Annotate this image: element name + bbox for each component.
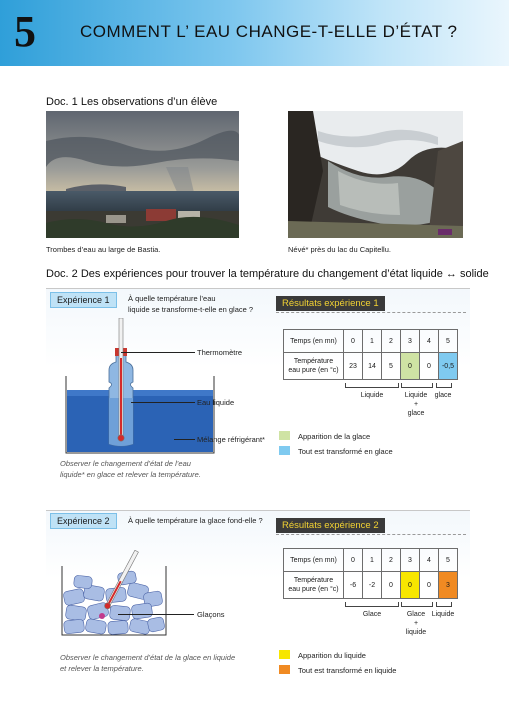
time-cell: 1 xyxy=(363,549,382,572)
results-2-temp-row xyxy=(284,572,458,599)
phase-bracket-ice xyxy=(345,602,399,607)
temperature-cell: 0 xyxy=(382,572,401,599)
phase-liquid-ice-line2: + xyxy=(413,401,419,408)
temperature-header-line1: Température xyxy=(293,577,334,584)
experiment-2-illustration xyxy=(58,550,170,636)
experiment-2-instructions-line2: et relever la température. xyxy=(60,664,144,673)
phase-liquid-ice-line1: Liquide xyxy=(404,392,428,399)
results-1-table xyxy=(283,329,458,380)
experiment-1-question xyxy=(128,293,253,315)
caption-bastia: Trombes d’eau au large de Bastia. xyxy=(46,245,161,254)
experiment-2-instructions-line1: Observer le changement d’état de la glace en liquide xyxy=(60,653,236,662)
results-1-time-row xyxy=(284,330,458,353)
phase-bracket-ice xyxy=(436,383,452,388)
temperature-cell: 0 xyxy=(420,572,439,599)
time-cell: 0 xyxy=(344,330,363,353)
water-label: Eau liquide xyxy=(197,398,235,407)
results-2-table xyxy=(283,548,458,599)
chapter-number: 5 xyxy=(14,7,36,56)
legend-liquid-appears: Apparition du liquide xyxy=(298,651,366,660)
temperature-cell: 0 xyxy=(420,353,439,380)
time-cell: 2 xyxy=(382,549,401,572)
time-header: Temps (en mn) xyxy=(284,549,344,572)
temperature-header xyxy=(284,353,344,380)
chapter-title: COMMENT L’ EAU CHANGE-T-ELLE D’ÉTAT ? xyxy=(80,22,458,41)
time-cell: 5 xyxy=(439,549,458,572)
temperature-cell: -2 xyxy=(363,572,382,599)
temperature-header xyxy=(284,572,344,599)
phase-ice: Glace xyxy=(362,611,382,618)
time-cell: 0 xyxy=(344,549,363,572)
temperature-cell: 23 xyxy=(344,353,363,380)
water-pointer xyxy=(131,402,195,403)
phase-bracket-liquid xyxy=(345,383,399,388)
experiment-1-question-line1: À quelle température l’eau xyxy=(128,294,216,303)
temperature-cell-liquid-appears: 0 xyxy=(401,572,420,599)
time-cell: 3 xyxy=(401,549,420,572)
experiment-1-instructions-line1: Observer le changement d’état de l’eau xyxy=(60,459,191,468)
photo-bastia xyxy=(46,111,239,238)
results-2-time-row xyxy=(284,549,458,572)
legend-all-liquid: Tout est transformé en liquide xyxy=(298,666,397,675)
temperature-cell-all-ice: -0,5 xyxy=(439,353,458,380)
experiment-1-question-line2: liquide se transforme-t-elle en glace ? xyxy=(128,305,254,314)
temperature-cell-ice-appears: 0 xyxy=(401,353,420,380)
legend-swatch-all-liquid xyxy=(279,665,290,674)
time-header: Temps (en mn) xyxy=(284,330,344,353)
phase-bracket-mix xyxy=(401,602,433,607)
temperature-cell-all-liquid: 3 xyxy=(439,572,458,599)
mix-pointer xyxy=(174,439,195,440)
phase-liquid: Liquide xyxy=(431,611,455,618)
time-cell: 5 xyxy=(439,330,458,353)
time-cell: 4 xyxy=(420,549,439,572)
caption-neve: Névé* près du lac du Capitellu. xyxy=(288,245,391,254)
experiment-1-instructions xyxy=(60,458,201,480)
temperature-cell: 14 xyxy=(363,353,382,380)
phase-ice-liquid-line2: + xyxy=(413,620,419,627)
phase-liquid-ice-line3: glace xyxy=(407,410,425,417)
temperature-header-line1: Température xyxy=(293,358,334,365)
phase-ice: glace xyxy=(434,392,452,399)
phase-ice-liquid-line1: Glace xyxy=(406,611,426,618)
legend-swatch-ice-appears xyxy=(279,431,290,440)
phase-bracket-mix xyxy=(401,383,433,388)
photo-neve xyxy=(288,111,463,238)
results-2-divider xyxy=(276,534,466,535)
doc2-title: Doc. 2 Des expériences pour trouver la température du changement d’état liquide ↔ solide xyxy=(46,268,489,280)
ice-label: Glaçons xyxy=(197,610,225,619)
time-cell: 2 xyxy=(382,330,401,353)
results-1-title: Résultats expérience 1 xyxy=(276,296,385,311)
experiment-2-question: À quelle température la glace fond-elle ? xyxy=(128,516,263,525)
experiment-2-tab: Expérience 2 xyxy=(50,513,117,529)
ice-pointer xyxy=(118,614,194,615)
time-cell: 4 xyxy=(420,330,439,353)
temperature-cell: -6 xyxy=(344,572,363,599)
phase-liquid: Liquide xyxy=(360,392,384,399)
legend-swatch-all-ice xyxy=(279,446,290,455)
results-1-temp-row xyxy=(284,353,458,380)
results-1-divider xyxy=(276,312,466,313)
temperature-header-line2: eau pure (en °c) xyxy=(288,586,339,593)
phase-bracket-liquid xyxy=(436,602,452,607)
temperature-header-line2: eau pure (en °c) xyxy=(288,367,339,374)
time-cell: 3 xyxy=(401,330,420,353)
temperature-cell: 5 xyxy=(382,353,401,380)
mix-label: Mélange réfrigérant* xyxy=(197,435,265,444)
experiment-1-illustration xyxy=(54,318,224,454)
results-2-title: Résultats expérience 2 xyxy=(276,518,385,533)
legend-ice-appears: Apparition de la glace xyxy=(298,432,371,441)
legend-swatch-liquid-appears xyxy=(279,650,290,659)
thermometer-label: Thermomètre xyxy=(197,348,243,357)
legend-all-ice: Tout est transformé en glace xyxy=(298,447,393,456)
time-cell: 1 xyxy=(363,330,382,353)
experiment-1-tab: Expérience 1 xyxy=(50,292,117,308)
doc1-title: Doc. 1 Les observations d’un élève xyxy=(46,96,218,108)
experiment-2-instructions xyxy=(60,652,235,674)
thermometer-pointer xyxy=(121,352,195,353)
experiment-1-instructions-line2: liquide* en glace et relever la température. xyxy=(60,470,201,479)
phase-ice-liquid-line3: liquide xyxy=(405,629,427,636)
